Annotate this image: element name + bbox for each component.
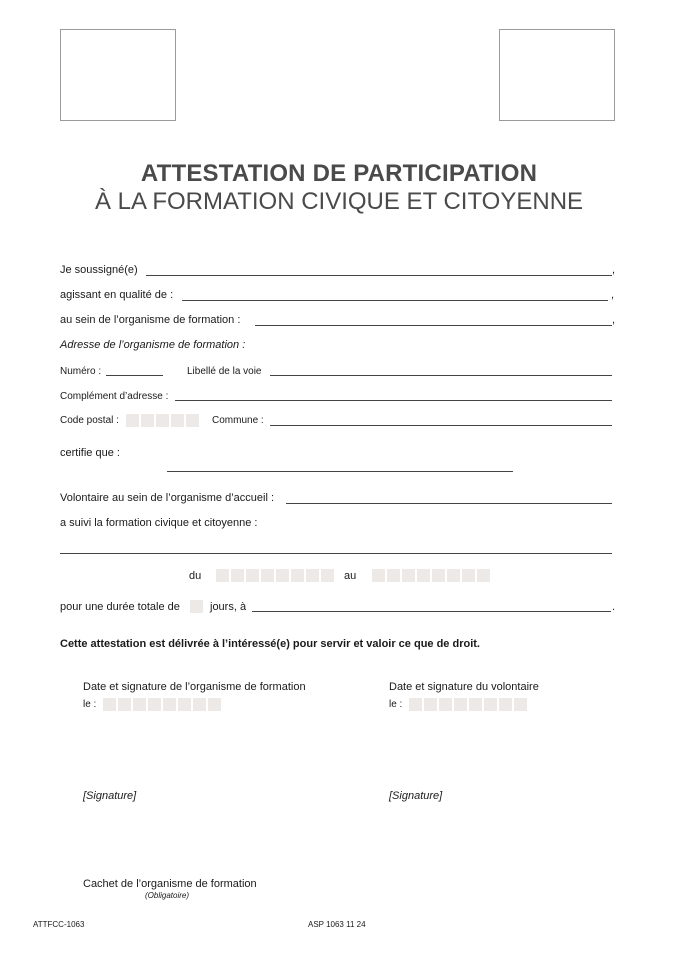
commune-label: Commune : bbox=[212, 415, 264, 426]
organisme-label: au sein de l’organisme de formation : bbox=[60, 314, 241, 326]
du-label: du bbox=[189, 570, 202, 582]
volontaire-label: Volontaire au sein de l’organisme d’accueil : bbox=[60, 492, 275, 504]
lieu-field[interactable] bbox=[252, 611, 611, 612]
soussigne-field[interactable] bbox=[146, 275, 612, 276]
left-signature-placeholder[interactable]: [Signature] bbox=[83, 790, 137, 802]
qualite-comma: , bbox=[611, 289, 615, 301]
duree-period: . bbox=[612, 601, 616, 613]
left-signature-heading: Date et signature de l’organisme de formation bbox=[83, 681, 306, 693]
soussigne-comma: , bbox=[612, 264, 616, 276]
volontaire-field[interactable] bbox=[286, 503, 612, 504]
commune-field[interactable] bbox=[270, 425, 612, 426]
certifie-label: certifie que : bbox=[60, 447, 120, 459]
certifie-field[interactable] bbox=[167, 471, 513, 472]
jours-label: jours, à bbox=[210, 601, 247, 613]
voie-field[interactable] bbox=[270, 375, 612, 376]
right-signature-placeholder[interactable]: [Signature] bbox=[389, 790, 443, 802]
complement-label: Complément d’adresse : bbox=[60, 391, 169, 402]
organisme-field[interactable] bbox=[255, 325, 612, 326]
complement-field[interactable] bbox=[175, 400, 612, 401]
right-date-boxes[interactable] bbox=[409, 698, 527, 711]
duree-label: pour une durée totale de bbox=[60, 601, 180, 613]
attestation-statement: Cette attestation est délivrée à l’intéressé(e) pour servir et valoir ce que de droit. bbox=[60, 638, 480, 650]
document-subtitle: À LA FORMATION CIVIQUE ET CITOYENNE bbox=[94, 188, 584, 215]
soussigne-label: Je soussigné(e) bbox=[60, 264, 138, 276]
numero-field[interactable] bbox=[106, 375, 163, 376]
left-le-label: le : bbox=[83, 699, 97, 710]
date-fin-boxes[interactable] bbox=[372, 569, 490, 582]
code-postal-boxes[interactable] bbox=[126, 414, 199, 427]
left-date-boxes[interactable] bbox=[103, 698, 221, 711]
footer-left-code: ATTFCC-1063 bbox=[33, 920, 85, 929]
right-le-label: le : bbox=[389, 699, 403, 710]
duree-box[interactable] bbox=[190, 600, 203, 613]
adresse-heading: Adresse de l’organisme de formation : bbox=[60, 339, 246, 351]
document-title: ATTESTATION DE PARTICIPATION bbox=[140, 160, 538, 187]
organisme-comma: , bbox=[612, 314, 616, 326]
date-debut-boxes[interactable] bbox=[216, 569, 334, 582]
qualite-field[interactable] bbox=[182, 300, 608, 301]
voie-label: Libellé de la voie bbox=[187, 366, 262, 377]
footer-center-code: ASP 1063 11 24 bbox=[308, 920, 366, 929]
qualite-label: agissant en qualité de : bbox=[60, 289, 174, 301]
suivi-field[interactable] bbox=[60, 553, 612, 554]
logo-placeholder-right bbox=[499, 29, 615, 121]
cachet-label: Cachet de l’organisme de formation bbox=[83, 878, 257, 890]
suivi-label: a suivi la formation civique et citoyenne : bbox=[60, 517, 258, 529]
logo-placeholder-left bbox=[60, 29, 176, 121]
right-signature-heading: Date et signature du volontaire bbox=[389, 681, 539, 693]
code-postal-label: Code postal : bbox=[60, 415, 119, 426]
numero-label: Numéro : bbox=[60, 366, 102, 377]
cachet-note: (Obligatoire) bbox=[145, 891, 190, 900]
au-label: au bbox=[344, 570, 357, 582]
